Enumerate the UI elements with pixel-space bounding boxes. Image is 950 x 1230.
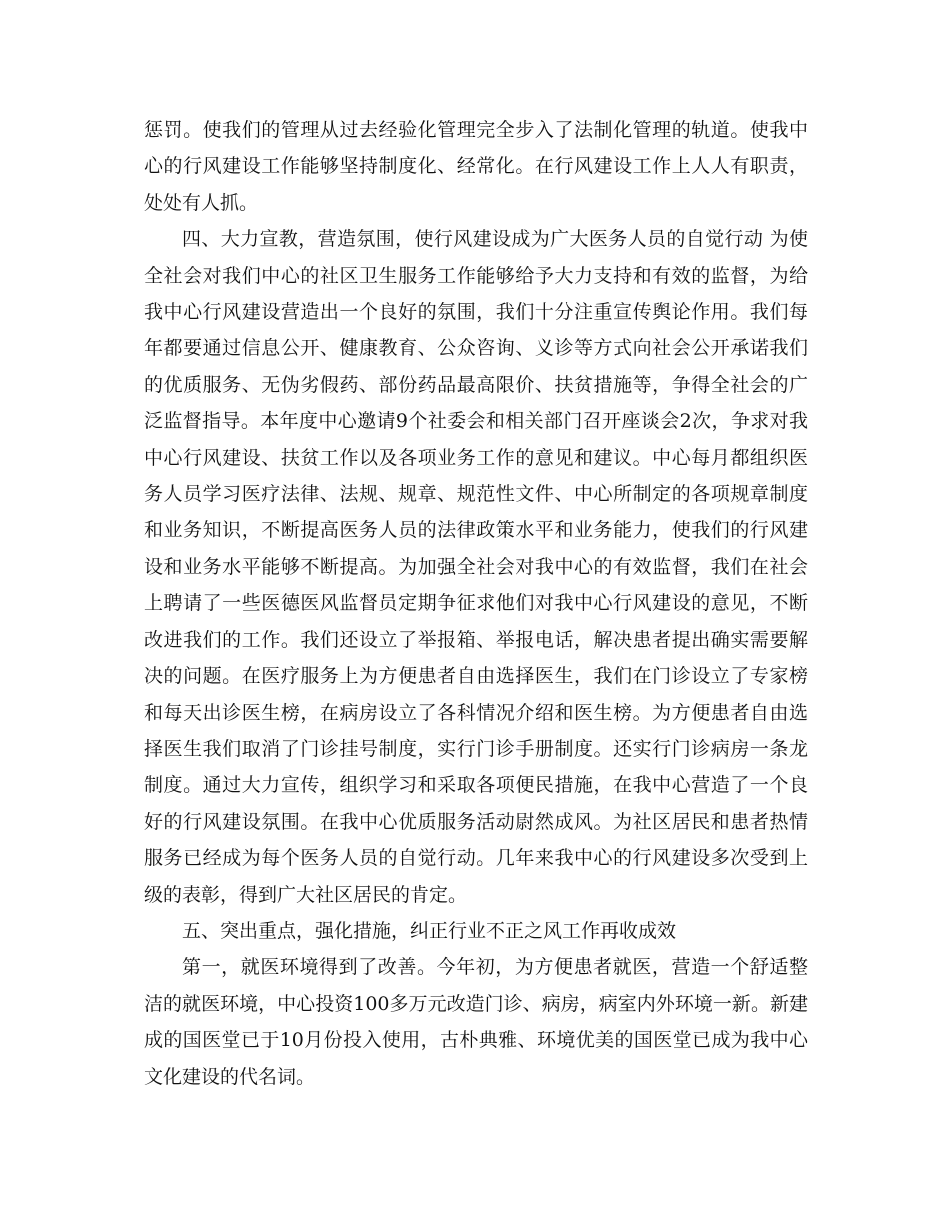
document-body xyxy=(144,112,808,1095)
paragraph-continuation: 惩罚。使我们的管理从过去经验化管理完全步入了法制化管理的轨道。使我中心的行风建设工作能够坚持制度化、经常化。在行风建设工作上人人有职责，处处有人抓。 xyxy=(144,119,808,214)
paragraph-section-four: 四、大力宣教，营造氛围，使行风建设成为广大医务人员的自觉行动 为使全社会对我们中心的社区卫生服务工作能够给予大力支持和有效的监督，为给我中心行风建设营造出一个良好的氛围，我们十分注重宣传舆论作用。我们每年都要通过信息公开、健康教育、公众咨询、义诊等方式向社会公开承诺我们的优质服务、无伪劣假药、部份药品最高限价、扶贫措施等，争得全社会的广泛监督指导。本年度中心邀请9个社委会和相关部门召开座谈会2次，争求对我中心行风建设、扶贫工作以及各项业务工作的意见和建议。中心每月都组织医务人员学习医疗法律、法规、规章、规范性文件、中心所制定的各项规章制度和业务知识，不断提高医务人员的法律政策水平和业务能力，使我们的行风建设和业务水平能够不断提高。为加强全社会对我中心的有效监督，我们在社会上聘请了一些医德医风监督员定期争征求他们对我中心行风建设的意见，不断改进我们的工作。我们还设立了举报箱、举报电话，解决患者提出确实需要解决的问题。在医疗服务上为方便患者自由选择医生，我们在门诊设立了专家榜和每天出诊医生榜，在病房设立了各科情况介绍和医生榜。为方便患者自由选择医生我们取消了门诊挂号制度，实行门诊手册制度。还实行门诊病房一条龙制度。通过大力宣传，组织学习和采取各项便民措施，在我中心营造了一个良好的行风建设氛围。在我中心优质服务活动尉然成风。为社区居民和患者热情服务已经成为每个医务人员的自觉行动。几年来我中心的行风建设多次受到上级的表彰，得到广大社区居民的肯定。 xyxy=(144,228,808,906)
heading-section-five: 五、突出重点，强化措施，纠正行业不正之风工作再收成效 xyxy=(182,919,677,942)
paragraph-first-point: 第一，就医环境得到了改善。今年初，为方便患者就医，营造一个舒适整洁的就医环境，中心投资100多万元改造门诊、病房，病室内外环境一新。新建成的国医堂已于10月份投入使用，古朴典雅、环境优美的国医堂已成为我中心文化建设的代名词。 xyxy=(144,956,808,1088)
